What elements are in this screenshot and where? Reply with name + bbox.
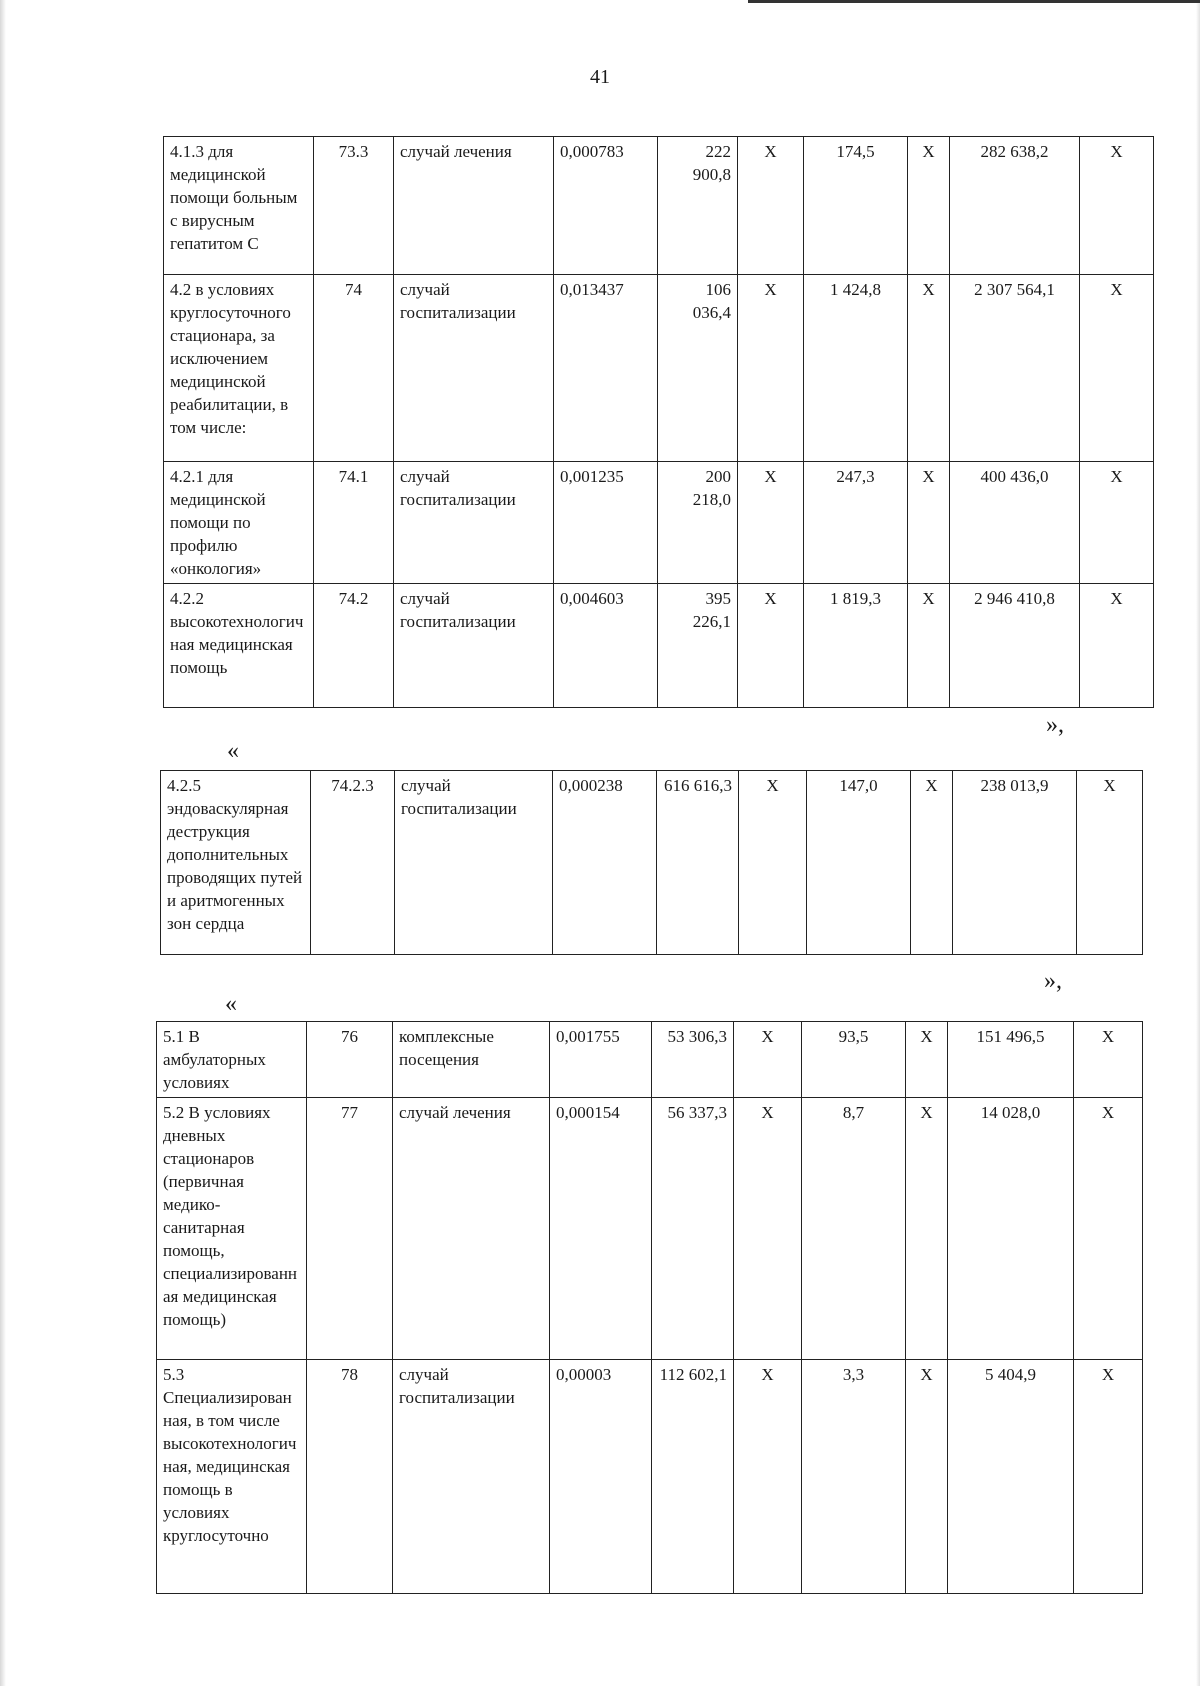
row-x1: X [738,275,804,462]
row-per-capita: 147,0 [807,771,911,955]
table-row [157,1098,1143,1360]
row-x3: X [1074,1360,1143,1594]
row-sum: 238 013,9 [953,771,1077,955]
row-volume: 0,001755 [550,1022,652,1098]
page-number: 41 [590,66,610,88]
row-sum: 151 496,5 [948,1022,1074,1098]
row-sum: 14 028,0 [948,1098,1074,1360]
table-part-3 [156,1021,1143,1594]
row-sum: 5 404,9 [948,1360,1074,1594]
row-x3: X [1080,462,1154,584]
row-x1: X [734,1022,802,1098]
row-name: 5.3 Специализированная, в том числе высокотехнологичная, медицинская помощь в условиях круглосуточно [157,1360,307,1594]
row-x3: X [1077,771,1143,955]
row-x2: X [908,584,950,708]
row-per-capita: 174,5 [804,137,908,275]
row-sum: 282 638,2 [950,137,1080,275]
close-quote-mark: », [1044,968,1062,994]
scan-edge-left [0,0,6,1686]
row-volume: 0,000154 [550,1098,652,1360]
row-x3: X [1080,584,1154,708]
row-per-capita: 93,5 [802,1022,906,1098]
row-per-capita: 1 819,3 [804,584,908,708]
row-code: 74.1 [314,462,394,584]
row-x2: X [906,1022,948,1098]
row-volume: 0,013437 [554,275,658,462]
row-x1: X [738,137,804,275]
row-x1: X [739,771,807,955]
row-per-capita: 8,7 [802,1098,906,1360]
row-x2: X [908,275,950,462]
table-row [157,1360,1143,1594]
row-name: 5.2 В условиях дневных стационаров (первичная медико-санитарная помощь, специализированная медицинская помощь) [157,1098,307,1360]
table-row [161,771,1143,955]
row-x3: X [1074,1022,1143,1098]
row-volume: 0,000238 [553,771,657,955]
row-volume: 0,001235 [554,462,658,584]
row-cost: 616 616,3 [657,771,739,955]
row-cost: 53 306,3 [652,1022,734,1098]
row-sum: 2 307 564,1 [950,275,1080,462]
row-unit: случай госпитализации [394,584,554,708]
row-cost: 200 218,0 [658,462,738,584]
row-code: 77 [307,1098,393,1360]
table-row [164,275,1154,462]
row-name: 4.1.3 для медицинской помощи больным с вирусным гепатитом С [164,137,314,275]
row-unit: случай лечения [394,137,554,275]
row-unit: случай госпитализации [393,1360,550,1594]
row-code: 74.2 [314,584,394,708]
row-code: 76 [307,1022,393,1098]
row-x3: X [1074,1098,1143,1360]
row-volume: 0,00003 [550,1360,652,1594]
row-code: 74.2.3 [311,771,395,955]
open-quote-mark: « [225,991,237,1017]
table-row [164,462,1154,584]
table-row [157,1022,1143,1098]
row-name: 4.2.1 для медицинской помощи по профилю «онкология» [164,462,314,584]
row-unit: случай госпитализации [395,771,553,955]
row-unit: случай лечения [393,1098,550,1360]
table-part-1 [163,136,1154,708]
row-code: 74 [314,275,394,462]
table-row [164,137,1154,275]
row-x1: X [738,462,804,584]
row-volume: 0,000783 [554,137,658,275]
row-code: 78 [307,1360,393,1594]
row-per-capita: 3,3 [802,1360,906,1594]
row-cost: 106 036,4 [658,275,738,462]
row-cost: 222 900,8 [658,137,738,275]
row-x1: X [734,1098,802,1360]
row-per-capita: 247,3 [804,462,908,584]
row-x1: X [738,584,804,708]
row-x2: X [906,1098,948,1360]
table-row [164,584,1154,708]
row-x3: X [1080,275,1154,462]
row-x2: X [911,771,953,955]
row-name: 4.2.2 высокотехнологичная медицинская помощь [164,584,314,708]
row-x1: X [734,1360,802,1594]
row-unit: случай госпитализации [394,462,554,584]
row-unit: случай госпитализации [394,275,554,462]
close-quote-mark: », [1046,712,1064,738]
row-x2: X [908,462,950,584]
row-cost: 56 337,3 [652,1098,734,1360]
table-part-2 [160,770,1143,955]
row-x2: X [906,1360,948,1594]
open-quote-mark: « [227,738,239,764]
top-rule [748,0,1200,3]
row-name: 4.2.5 эндоваскулярная деструкция дополнительных проводящих путей и аритмогенных зон сердца [161,771,311,955]
scan-edge-right [1196,0,1200,1686]
row-sum: 2 946 410,8 [950,584,1080,708]
row-cost: 395 226,1 [658,584,738,708]
row-per-capita: 1 424,8 [804,275,908,462]
row-name: 4.2 в условиях круглосуточного стационара, за исключением медицинской реабилитации, в том числе: [164,275,314,462]
row-x3: X [1080,137,1154,275]
row-sum: 400 436,0 [950,462,1080,584]
row-x2: X [908,137,950,275]
row-unit: комплексные посещения [393,1022,550,1098]
row-volume: 0,004603 [554,584,658,708]
row-code: 73.3 [314,137,394,275]
row-name: 5.1 В амбулаторных условиях [157,1022,307,1098]
row-cost: 112 602,1 [652,1360,734,1594]
